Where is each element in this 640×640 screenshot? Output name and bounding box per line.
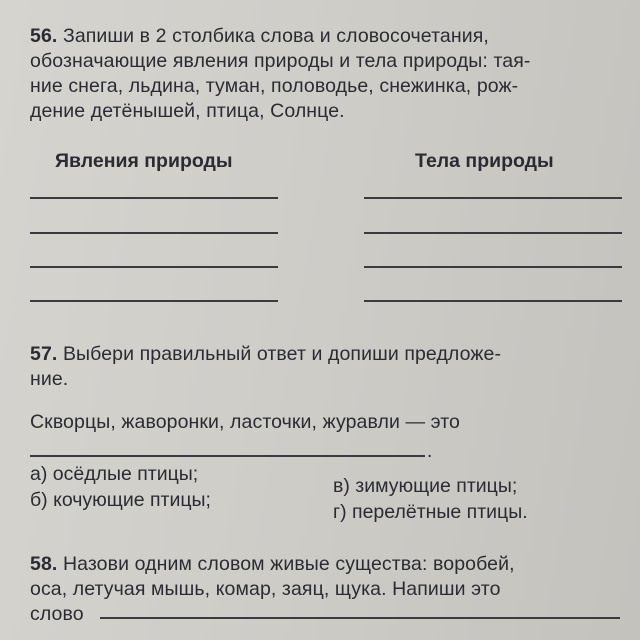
column-heading-bodies: Тела природы bbox=[415, 150, 554, 172]
task-56 bbox=[30, 24, 630, 124]
task-57-line-1 bbox=[30, 342, 630, 367]
option-b[interactable]: б) кочующие птицы; bbox=[30, 489, 211, 511]
task-56-line-4: дение детёнышей, птица, Солнце. bbox=[30, 100, 345, 122]
answer-line-right-2[interactable] bbox=[364, 232, 622, 234]
option-g[interactable]: г) перелётные птицы. bbox=[333, 501, 528, 523]
option-v[interactable]: в) зимующие птицы; bbox=[333, 475, 518, 497]
task-57 bbox=[30, 342, 630, 392]
answer-line-right-3[interactable] bbox=[364, 266, 622, 268]
option-a[interactable]: а) осёдлые птицы; bbox=[30, 463, 199, 485]
answer-line-right-4[interactable] bbox=[364, 300, 622, 302]
answer-line-left-2[interactable] bbox=[30, 232, 278, 234]
task-57-number: 57. bbox=[30, 343, 58, 365]
task-58-line-1 bbox=[30, 552, 630, 577]
task-56-text-1: Запиши в 2 столбика слова и словосочетания, bbox=[62, 25, 489, 47]
task-58-number: 58. bbox=[30, 553, 58, 575]
task-56-number: 56. bbox=[30, 25, 58, 47]
task-57-sentence: Скворцы, жаворонки, ласточки, журавли — это bbox=[30, 411, 460, 433]
task-58-line-2: оса, летучая мышь, комар, заяц, щука. Напиши это bbox=[30, 578, 501, 600]
task-57-period: . bbox=[427, 441, 433, 462]
task-57-answer-line[interactable] bbox=[30, 455, 425, 457]
task-58 bbox=[30, 552, 630, 627]
task-58-text-1: Назови одним словом живые существа: воробей, bbox=[62, 553, 515, 575]
answer-line-left-4[interactable] bbox=[30, 300, 278, 302]
task-58-line-3: слово bbox=[30, 603, 84, 625]
answer-line-left-1[interactable] bbox=[30, 197, 278, 199]
task-58-answer-line[interactable] bbox=[100, 617, 620, 619]
answer-line-left-3[interactable] bbox=[30, 266, 278, 268]
task-56-line-2: обозначающие явления природы и тела природы: тая- bbox=[30, 50, 531, 72]
task-57-text-1: Выбери правильный ответ и допиши предложе- bbox=[62, 343, 502, 365]
task-56-line-1 bbox=[30, 24, 630, 49]
column-heading-phenomena: Явления природы bbox=[55, 150, 233, 172]
task-57-line-2: ние. bbox=[30, 368, 69, 390]
task-56-line-3: ние снега, льдина, туман, половодье, снежинка, рож- bbox=[30, 75, 519, 97]
answer-line-right-1[interactable] bbox=[364, 197, 622, 199]
